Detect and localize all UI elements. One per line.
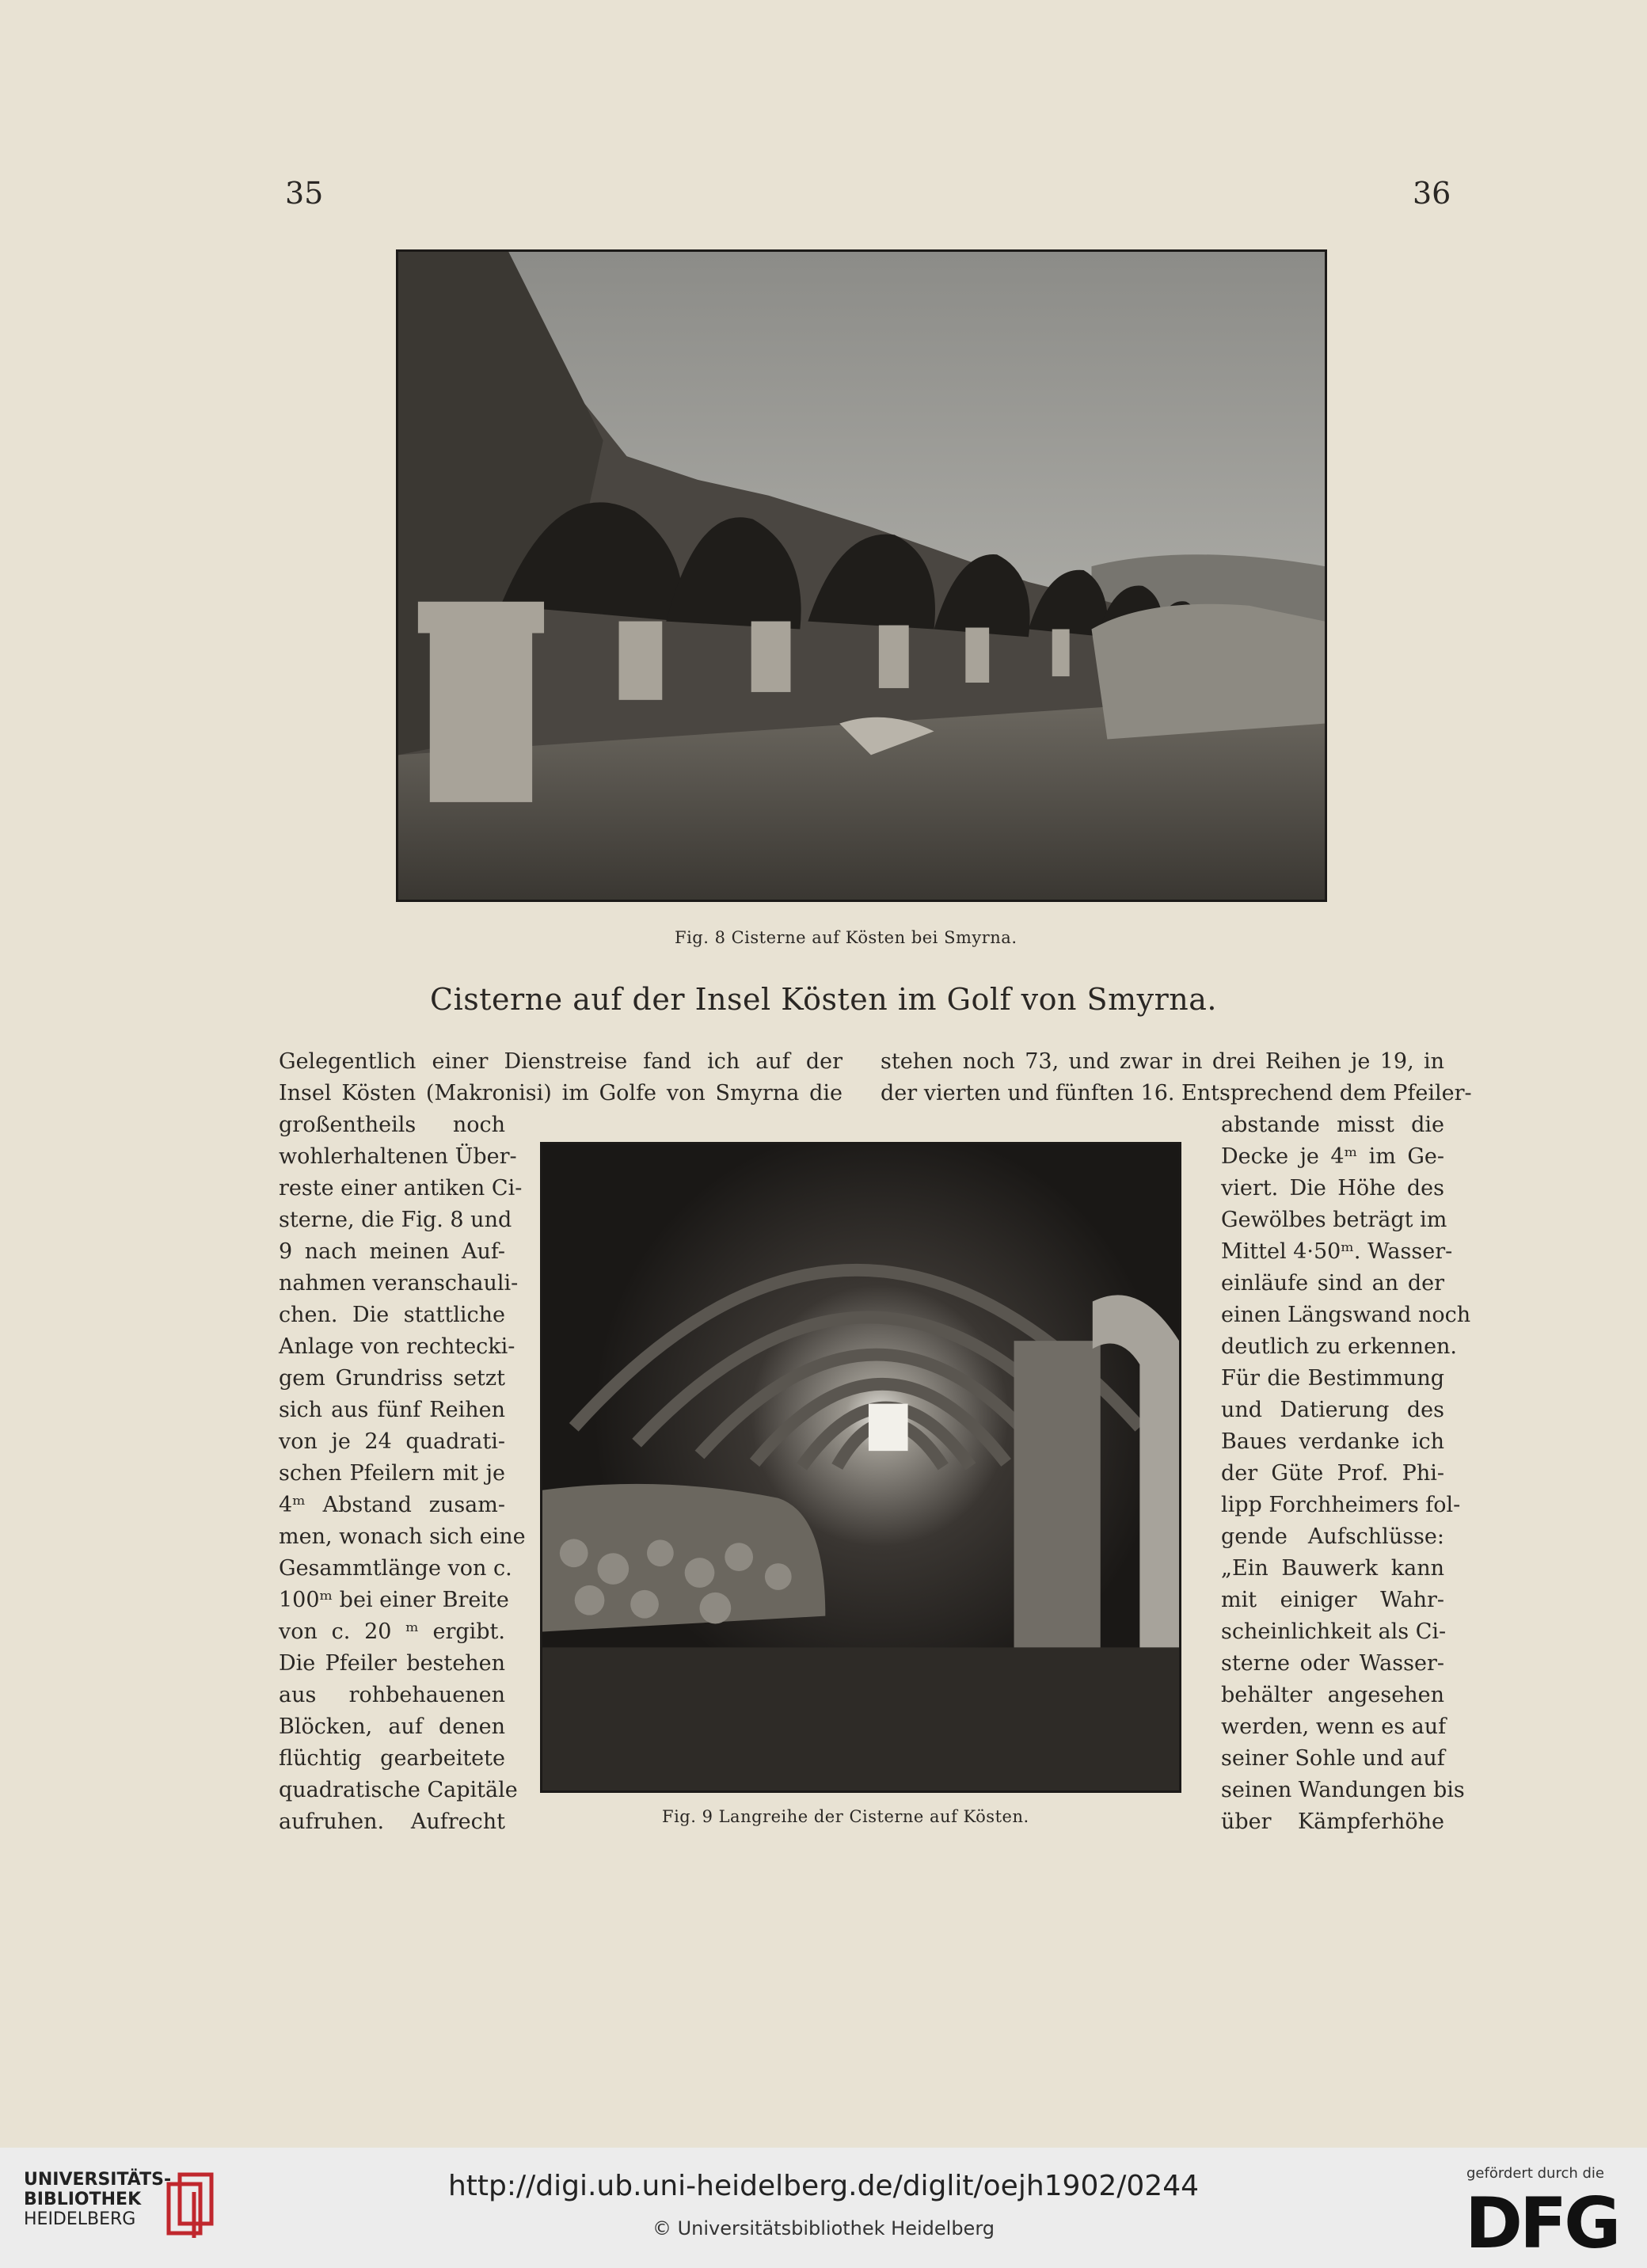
text-line: lipp Forchheimers fol- <box>1221 1493 1461 1517</box>
text-line: von je 24 quadrati- <box>279 1429 505 1454</box>
text-line: gem Grundriss setzt <box>279 1366 505 1391</box>
figure-9-photo <box>540 1142 1181 1793</box>
text-line: Die Pfeiler bestehen <box>279 1651 505 1676</box>
text-line: aufruhen. Aufrecht <box>279 1809 505 1834</box>
funding-text: gefördert durch die <box>1466 2165 1604 2182</box>
text-line: der vierten und fünften 16. Entsprechend dem Pfeiler- <box>881 1081 1472 1105</box>
text-line: seiner Sohle und auf <box>1221 1746 1445 1771</box>
text-line: mit einiger Wahr- <box>1221 1588 1444 1612</box>
text-line: abstande misst die <box>1221 1113 1444 1137</box>
text-line: über Kämpferhöhe <box>1221 1809 1444 1834</box>
text-line: behälter angesehen <box>1221 1683 1444 1707</box>
text-line: Gewölbes beträgt im <box>1221 1208 1447 1232</box>
text-line: der Güte Prof. Phi- <box>1221 1461 1444 1486</box>
text-line: 4ᵐ Abstand zusam- <box>279 1493 505 1517</box>
library-line-2: BIBLIOTHEK <box>24 2190 142 2209</box>
figure-9-caption: Fig. 9 Langreihe der Cisterne auf Kösten. <box>662 1807 1029 1826</box>
dfg-logo: DFG <box>1465 2182 1618 2264</box>
text-line: gende Aufschlüsse: <box>1221 1524 1444 1549</box>
page-number-right: 36 <box>1413 176 1451 211</box>
cistern-interior-image <box>542 1144 1179 1790</box>
text-line: flüchtig gearbeitete <box>279 1746 505 1771</box>
text-line: schen Pfeilern mit je <box>279 1461 505 1486</box>
text-line: men, wonach sich eine <box>279 1524 526 1549</box>
library-line-3: HEIDELBERG <box>24 2209 136 2229</box>
text-line: Insel Kösten (Makronisi) im Golfe von Smyrna die <box>279 1081 843 1105</box>
figure-8-caption: Fig. 8 Cisterne auf Kösten bei Smyrna. <box>675 928 1017 947</box>
text-line: scheinlichkeit als Ci- <box>1221 1619 1447 1644</box>
figure-8-photo <box>396 249 1327 902</box>
text-line: stehen noch 73, und zwar in drei Reihen je 19, in <box>881 1049 1444 1074</box>
text-line: Decke je 4ᵐ im Ge- <box>1221 1144 1444 1169</box>
text-line: werden, wenn es auf <box>1221 1714 1447 1739</box>
text-line: quadratische Capitäle <box>279 1778 518 1802</box>
text-line: sterne oder Wasser- <box>1221 1651 1444 1676</box>
text-line: „Ein Bauwerk kann <box>1221 1556 1444 1581</box>
text-line: Mittel 4·50ᵐ. Wasser- <box>1221 1239 1453 1264</box>
text-line: chen. Die stattliche <box>279 1303 505 1327</box>
page-number-left: 35 <box>285 176 324 211</box>
text-line: Für die Bestimmung <box>1221 1366 1444 1391</box>
cistern-exterior-image <box>398 252 1325 900</box>
library-line-1: UNIVERSITÄTS- <box>24 2170 172 2190</box>
copyright-text: © Universitätsbibliothek Heidelberg <box>652 2217 995 2239</box>
permalink-url[interactable]: http://digi.ub.uni-heidelberg.de/diglit/oejh1902/0244 <box>447 2170 1200 2202</box>
text-line: aus rohbehauenen <box>279 1683 505 1707</box>
text-line: von c. 20 ᵐ ergibt. <box>279 1619 505 1644</box>
text-line: reste einer antiken Ci- <box>279 1176 523 1201</box>
text-line: 100ᵐ bei einer Breite <box>279 1588 509 1612</box>
text-line: 9 nach meinen Auf- <box>279 1239 505 1264</box>
text-line: wohlerhaltenen Über- <box>279 1144 517 1169</box>
article-heading: Cisterne auf der Insel Kösten im Golf von Smyrna. <box>430 982 1217 1017</box>
text-line: deutlich zu erkennen. <box>1221 1334 1458 1359</box>
text-line: Anlage von rechtecki- <box>279 1334 515 1359</box>
text-line: Gesammtlänge von c. <box>279 1556 512 1581</box>
text-line: sich aus fünf Reihen <box>279 1398 505 1422</box>
text-line: Baues verdanke ich <box>1221 1429 1444 1454</box>
text-line: seinen Wandungen bis <box>1221 1778 1465 1802</box>
text-line: Gelegentlich einer Dienstreise fand ich auf der <box>279 1049 843 1074</box>
footer-bar <box>0 2148 1647 2268</box>
text-line: nahmen veranschauli- <box>279 1271 519 1296</box>
text-line: großentheils noch <box>279 1113 505 1137</box>
text-line: sterne, die Fig. 8 und <box>279 1208 512 1232</box>
text-line: einen Längswand noch <box>1221 1303 1471 1327</box>
text-line: Blöcken, auf denen <box>279 1714 505 1739</box>
text-line: einläufe sind an der <box>1221 1271 1444 1296</box>
text-line: und Datierung des <box>1221 1398 1444 1422</box>
text-line: viert. Die Höhe des <box>1221 1176 1444 1201</box>
